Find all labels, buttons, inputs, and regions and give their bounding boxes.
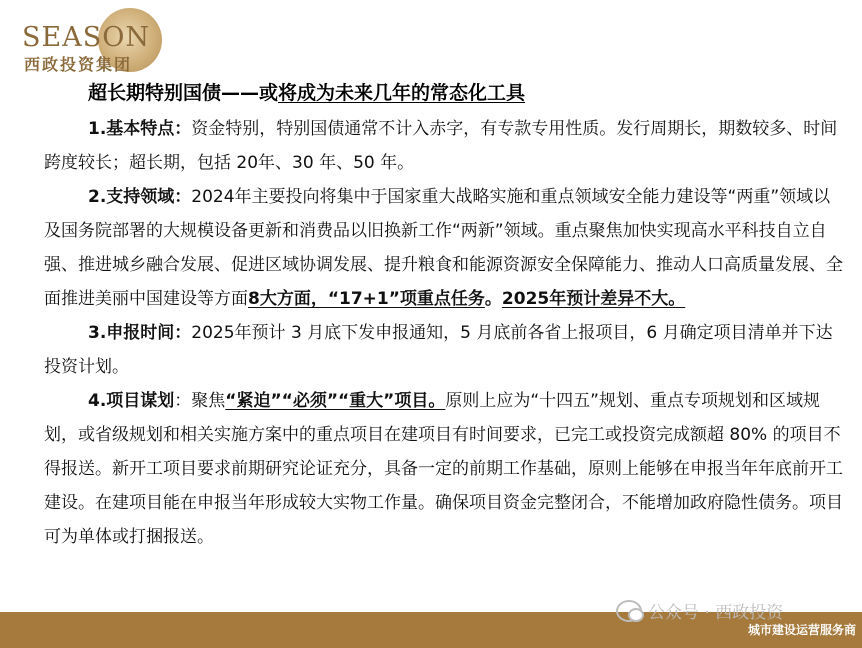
section-label: 1.基本特点： bbox=[88, 119, 192, 139]
emphasis-text: 2025年预计差异不大。 bbox=[501, 289, 686, 309]
section-project-planning bbox=[44, 384, 844, 554]
footer-text: 城市建设运营服务商 bbox=[747, 623, 856, 637]
section-label: 2.支持领域： bbox=[88, 187, 192, 207]
section-text: 资金特别，特别国债通常不计入赤字，有专款专用性质。发行周期长，期数较多、时间跨度较长；超长期，包括 20年、30 年、50 年。 bbox=[44, 119, 838, 173]
emphasis-text: “紧迫”“必须”“重大”项目。 bbox=[225, 391, 446, 411]
section-basic-features bbox=[44, 112, 844, 180]
page-title bbox=[88, 78, 525, 105]
section-text-mid: 。 bbox=[484, 289, 502, 309]
section-application-time bbox=[44, 316, 844, 384]
watermark bbox=[616, 598, 783, 623]
wechat-icon bbox=[616, 600, 642, 622]
main-content bbox=[44, 112, 844, 554]
emphasis-text: 8大方面，“17+1”项重点任务 bbox=[248, 289, 485, 309]
logo-subtitle: 西政投资集团 bbox=[24, 55, 133, 74]
section-text-colon: ：聚焦 bbox=[174, 391, 226, 411]
company-logo bbox=[22, 6, 162, 76]
title-prefix: 超长期特别国债——或 bbox=[88, 82, 279, 104]
section-text: 2025年预计 3 月底下发申报通知，5 月底前各省上报项目，6 月确定项目清单并下达投资计划。 bbox=[44, 323, 833, 377]
section-label: 3.申报时间： bbox=[88, 323, 192, 343]
section-support-areas bbox=[44, 180, 844, 316]
section-label: 4.项目谋划 bbox=[88, 391, 175, 411]
section-text: 原则上应为“十四五”规划、重点专项规划和区域规划，或省级规划和相关实施方案中的重点项目在建项目有时间要求，已完工或投资完成额超 80% 的项目不得报送。新开工项目要求前期研究论证充分，具备一定的前期工作基础，原则上能够在申报当年年底前开工建设。在建项目能在申报当年形成较大实物工作量。确保项目资金完整闭合，不能增加政府隐性债务。项目可为单体或打捆报送。 bbox=[44, 391, 843, 547]
watermark-text: 公众号 · 西政投资 bbox=[648, 603, 784, 623]
logo-name: SEASON bbox=[22, 22, 150, 53]
section-text: 2024年主要投向将集中于国家重大战略实施和重点领域安全能力建设等“两重”领域以及国务院部署的大规模设备更新和消费品以旧换新工作“两新”领域。重点聚焦加快实现高水平科技自立自强、推进城乡融合发展、促进区域协调发展、提升粮食和能源资源安全保障能力、推动人口高质量发展、全面推进美丽中国建设等方面 bbox=[44, 187, 843, 309]
title-underlined: 将成为未来几年的常态化工具 bbox=[278, 82, 526, 104]
